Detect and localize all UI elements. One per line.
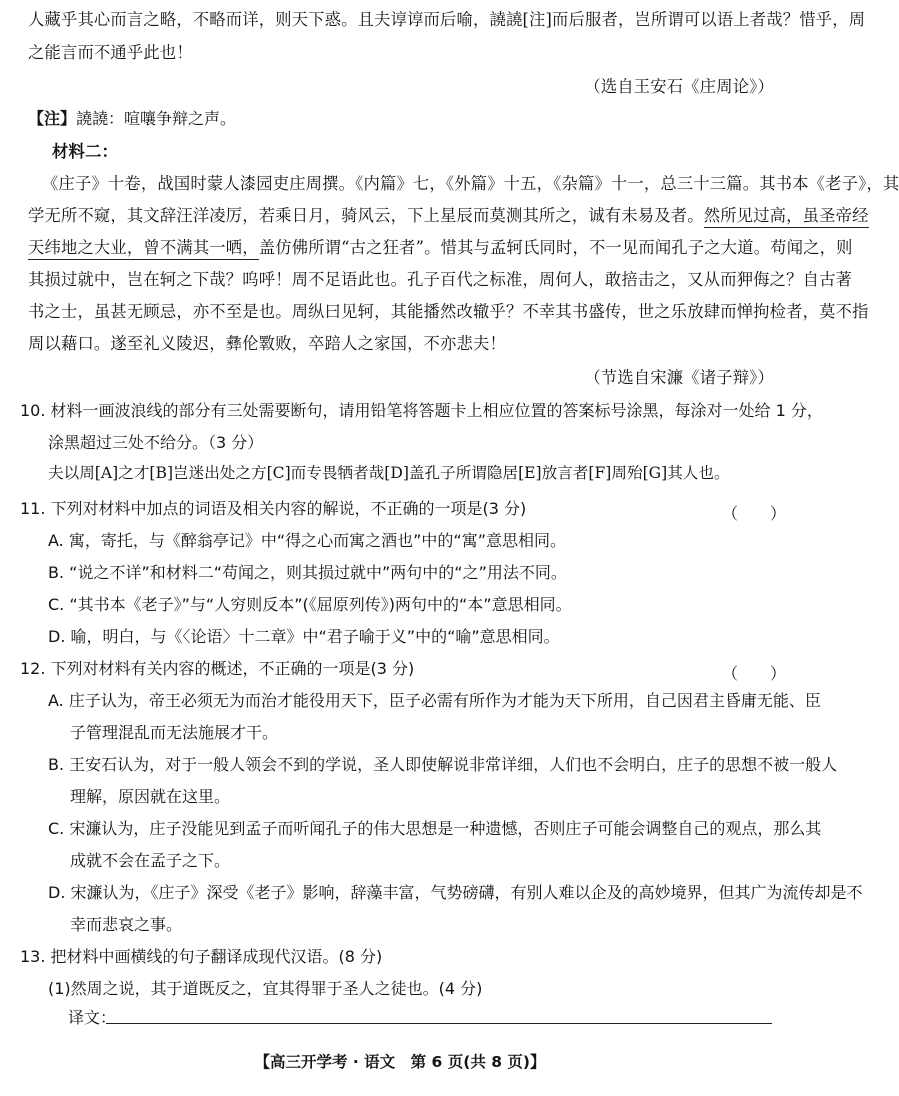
q13-answer-line[interactable] xyxy=(106,1022,772,1024)
material2-heading: 材料二： xyxy=(52,142,118,161)
q12-option-d-line1: D. 宋濂认为，《庄子》深受《老子》影响，辞藻丰富，气势磅礴，有别人难以企及的高妙境界，但其广为流传却是不 xyxy=(48,883,863,902)
q11-answer-paren[interactable]: （ ） xyxy=(722,504,787,523)
q10-stem-line2: 涂黑超过三处不给分。（3 分） xyxy=(48,433,264,452)
passage1-source: （选自王安石《庄周论》） xyxy=(584,77,774,96)
material2-line1: 《庄子》十卷，战国时蒙人漆园吏庄周撰。《内篇》七，《外篇》十五，《杂篇》十一，总三十三篇。其书本《老子》，其 xyxy=(42,174,899,193)
q13-answer-label: 译文： xyxy=(68,1008,117,1027)
q12-stem: 12. 下列对材料有关内容的概述，不正确的一项是(3 分) xyxy=(20,659,415,678)
q11-option-d: D. 喻，明白，与《〈论语〉十二章》中“君子喻于义”中的“喻”意思相同。 xyxy=(48,627,560,646)
note-label: 【注】 xyxy=(28,109,77,128)
q12-option-d-line2: 幸而悲哀之事。 xyxy=(70,915,183,934)
q12-option-b-line2: 理解，原因就在这里。 xyxy=(70,787,231,806)
q12-option-a-line1: A. 庄子认为，帝王必须无为而治才能役用天下，臣子必需有所作为才能为天下所用，自己因君主昏庸无能、臣 xyxy=(48,691,821,710)
q13-sub1: (1)然周之说，其于道既反之，宜其得罪于圣人之徒也。(4 分) xyxy=(48,979,483,998)
material2-source: （节选自宋濂《诸子辩》） xyxy=(584,368,774,387)
q12-option-a-line2: 子管理混乱而无法施展才干。 xyxy=(70,723,279,742)
material2-line6: 周以藉口。遂至礼义陵迟，彝伦斁败，卒踣人之家国，不亦悲夫！ xyxy=(28,334,506,353)
q12-option-c-line1: C. 宋濂认为，庄子没能见到孟子而听闻孔子的伟大思想是一种遗憾，否则庄子可能会调整自己的观点，那么其 xyxy=(48,819,822,838)
material2-line3 xyxy=(28,240,853,256)
q11-option-a: A. 寓，寄托，与《醉翁亭记》中“得之心而寓之酒也”中的“寓”意思相同。 xyxy=(48,531,566,550)
material2-line2-text: 学无所不窥，其文辞汪洋凌厉，若乘日月，骑风云，下上星辰而莫测其所之，诚有未易及者。 xyxy=(28,206,704,225)
q12-option-b-line1: B. 王安石认为，对于一般人领会不到的学说，圣人即使解说非常详细，人们也不会明白，庄子的思想不被一般人 xyxy=(48,755,838,774)
q12-option-c-line2: 成就不会在孟子之下。 xyxy=(70,851,231,870)
q10-stem-line1: 10. 材料一画波浪线的部分有三处需要断句，请用铅笔将答题卡上相应位置的答案标号涂黑，每涂对一处给 1 分， xyxy=(20,401,823,420)
q12-answer-paren[interactable]: （ ） xyxy=(722,664,787,683)
q11-option-c: C. “其书本《老子》”与“人穷则反本”(《屈原列传》)两句中的“本”意思相同。 xyxy=(48,595,572,614)
material2-line4: 其损过就中，岂在轲之下哉？呜呼！周不足语此也。孔子百代之标准，周何人，敢掊击之，又从而狎侮之？自古著 xyxy=(28,270,853,289)
underlined-sentence-part2: 天纬地之大业，曾不满其一哂， xyxy=(28,238,259,260)
passage1-line1: 人藏乎其心而言之略，不略而详，则天下惑。且夫谆谆而后喻，譊譊[注]而后服者，岂所谓可以语上者哉？惜乎，周 xyxy=(28,10,866,29)
material2-line5: 书之士，虽甚无顾忌，亦不至是也。周纵曰见轲，其能播然改辙乎？不幸其书盛传，世之乐放肆而惮拘检者，莫不指 xyxy=(28,302,869,321)
material2-line2 xyxy=(28,208,869,224)
note xyxy=(28,111,236,127)
q11-option-b: B. “说之不详”和材料二“苟闻之，则其损过就中”两句中的“之”用法不同。 xyxy=(48,563,567,582)
q10-sentence: 夫以周[A]之才[B]岂迷出处之方[C]而专畏牺者哉[D]盖孔子所谓隐居[E]放言者[F]周殆[G]其人也。 xyxy=(48,464,730,482)
material2-line3-rest: 盖仿佛所谓“古之狂者”。惜其与孟轲氏同时，不一见而闻孔子之大道。苟闻之，则 xyxy=(258,238,853,257)
page-footer: 【高三开学考 · 语文 第 6 页(共 8 页)】 xyxy=(254,1053,546,1071)
q13-stem: 13. 把材料中画横线的句子翻译成现代汉语。(8 分) xyxy=(20,947,383,966)
note-text: 譊譊：喧嚷争辩之声。 xyxy=(76,109,237,128)
underlined-sentence-part1: 然所见过高，虽圣帝经 xyxy=(704,206,869,228)
q11-stem: 11. 下列对材料中加点的词语及相关内容的解说，不正确的一项是(3 分) xyxy=(20,499,527,518)
passage1-line2: 之能言而不通乎此也！ xyxy=(28,43,193,62)
